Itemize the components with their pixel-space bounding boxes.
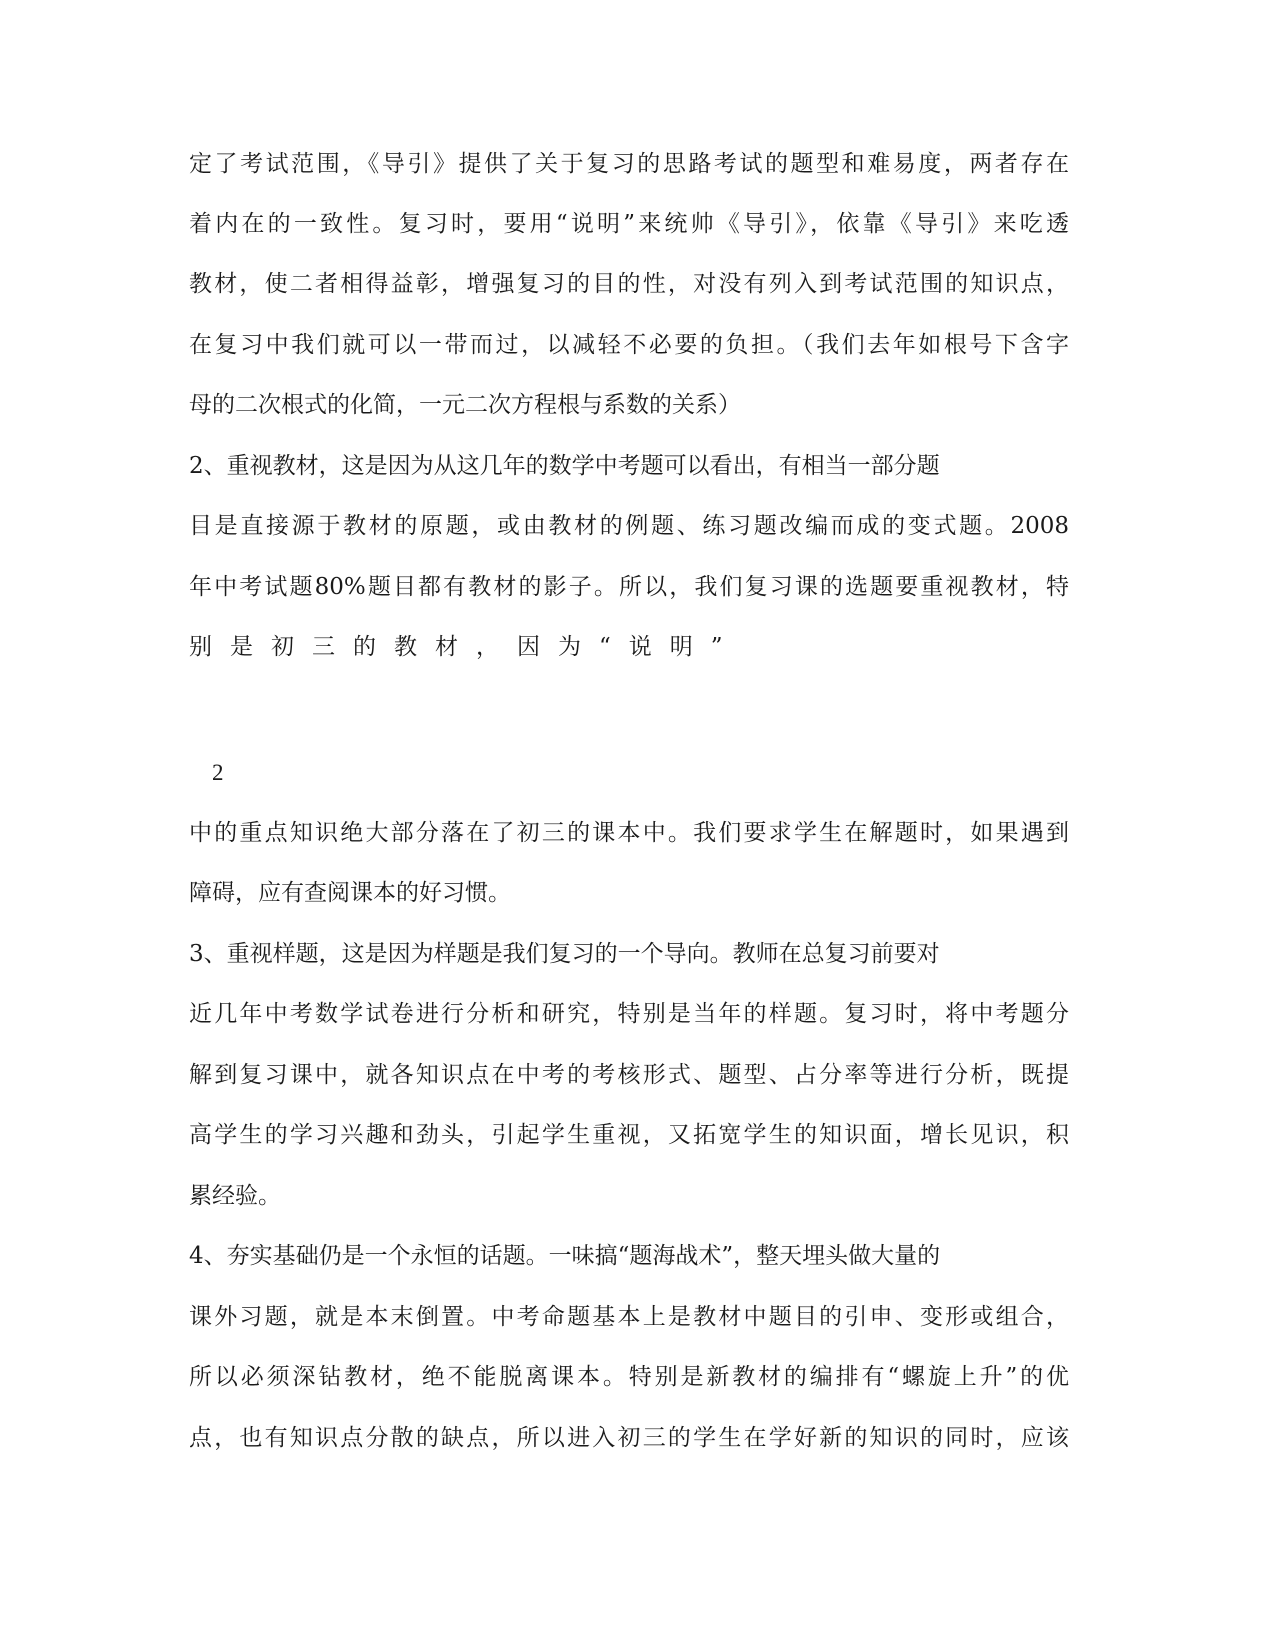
text-line: 解到复习课中，就各知识点在中考的考核形式、题型、占分率等进行分析，既提: [189, 1062, 1069, 1088]
text-line: 3、重视样题，这是因为样题是我们复习的一个导向。教师在总复习前要对: [189, 941, 940, 967]
text-line: 目是直接源于教材的原题，或由教材的例题、练习题改编而成的变式题。2008: [189, 513, 1069, 539]
text-line: 所以必须深钻教材，绝不能脱离课本。特别是新教材的编排有“螺旋上升”的优: [189, 1364, 1069, 1390]
text-line: 着内在的一致性。复习时，要用“说明”来统帅《导引》，依靠《导引》来吃透: [189, 211, 1069, 237]
page-number: 2: [212, 760, 224, 785]
text-line: 教材，使二者相得益彰，增强复习的目的性，对没有列入到考试范围的知识点，: [189, 271, 1069, 297]
text-line: 年中考试题80%题目都有教材的影子。所以，我们复习课的选题要重视教材，特: [189, 574, 1069, 600]
text-line: 定了考试范围，《导引》提供了关于复习的思路考试的题型和难易度，两者存在: [189, 151, 1069, 177]
text-line: 障碍，应有查阅课本的好习惯。: [189, 880, 511, 906]
text-line: 高学生的学习兴趣和劲头，引起学生重视，又拓宽学生的知识面，增长见识，积: [189, 1122, 1069, 1148]
text-line: 课外习题，就是本末倒置。中考命题基本上是教材中题目的引申、变形或组合，: [189, 1304, 1069, 1330]
text-line: 在复习中我们就可以一带而过，以减轻不必要的负担。（我们去年如根号下含字: [189, 332, 1069, 358]
text-line: 累经验。: [189, 1183, 281, 1209]
text-line: 别是初三的教材，因为“说明”: [189, 634, 741, 660]
text-line: 点，也有知识点分散的缺点，所以进入初三的学生在学好新的知识的同时，应该: [189, 1425, 1069, 1451]
text-line: 中的重点知识绝大部分落在了初三的课本中。我们要求学生在解题时，如果遇到: [189, 820, 1069, 846]
text-line: 母的二次根式的化简，一元二次方程根与系数的关系）: [189, 392, 741, 418]
text-line: 2、重视教材，这是因为从这几年的数学中考题可以看出，有相当一部分题: [189, 453, 940, 479]
text-line: 4、夯实基础仍是一个永恒的话题。一味搞“题海战术”，整天埋头做大量的: [189, 1243, 941, 1269]
text-line: 近几年中考数学试卷进行分析和研究，特别是当年的样题。复习时，将中考题分: [189, 1001, 1069, 1027]
